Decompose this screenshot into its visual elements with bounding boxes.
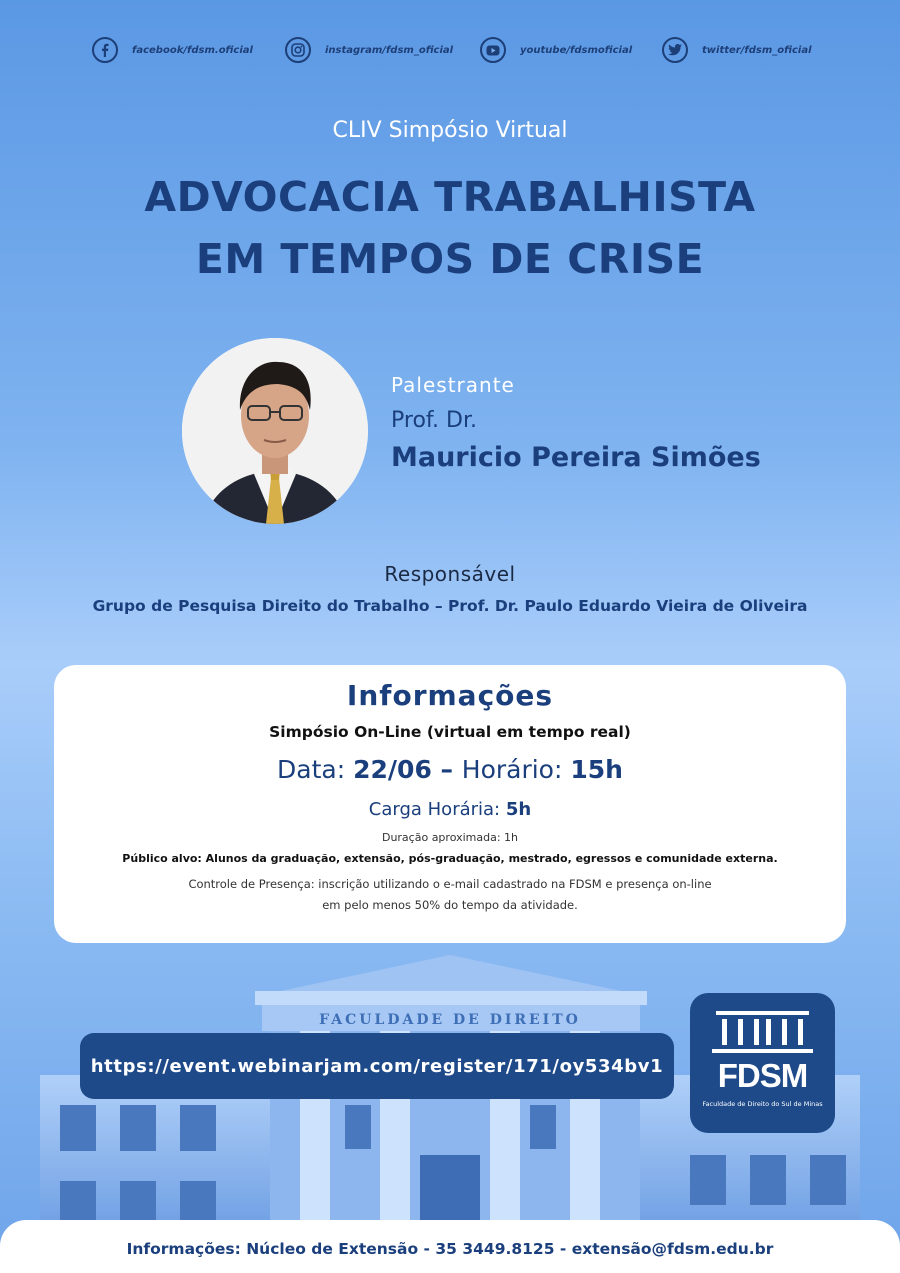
info-duration: Duração aproximada: 1h bbox=[381, 831, 519, 844]
registration-url[interactable]: https://event.webinarjam.com/register/171/oy534bv1 bbox=[90, 1055, 664, 1077]
social-instagram[interactable] bbox=[285, 34, 453, 66]
responsible-label: Responsável bbox=[384, 562, 516, 586]
time-label: Horário: bbox=[461, 755, 563, 784]
logo-name: FDSM bbox=[717, 1057, 808, 1094]
fdsm-logo bbox=[690, 993, 835, 1133]
facade-inscription: FACULDADE DE DIREITO bbox=[319, 1012, 581, 1028]
date-label: Data: bbox=[277, 755, 346, 784]
load-label: Carga Horária: bbox=[368, 799, 501, 820]
social-twitter[interactable] bbox=[662, 34, 812, 66]
load-value: 5h bbox=[505, 799, 532, 820]
event-title-line1: ADVOCACIA TRABALHISTA bbox=[144, 173, 756, 221]
speaker-name: Mauricio Pereira Simões bbox=[391, 442, 761, 473]
presence-line1: Controle de Presença: inscrição utilizando o e-mail cadastrado na FDSM e presença on-line bbox=[188, 877, 712, 891]
logo-subtitle: Faculdade de Direito do Sul de Minas bbox=[702, 1100, 823, 1108]
presence-line2: em pelo menos 50% do tempo da atividade. bbox=[322, 898, 578, 912]
date-separator: – bbox=[431, 755, 462, 784]
info-date-line bbox=[54, 755, 846, 784]
building-icon bbox=[712, 1011, 813, 1055]
facebook-icon bbox=[92, 37, 118, 63]
footer bbox=[0, 1220, 900, 1273]
event-subtitle: CLIV Simpósio Virtual bbox=[332, 118, 568, 143]
social-youtube[interactable] bbox=[480, 34, 632, 66]
social-bar bbox=[92, 34, 832, 66]
responsible-value: Grupo de Pesquisa Direito do Trabalho – Prof. Dr. Paulo Eduardo Vieira de Oliveira bbox=[92, 597, 808, 615]
social-label: instagram/fdsm_oficial bbox=[325, 44, 454, 56]
instagram-icon bbox=[285, 37, 311, 63]
info-load-line bbox=[54, 799, 846, 820]
registration-link[interactable] bbox=[80, 1033, 674, 1099]
speaker-role: Palestrante bbox=[391, 373, 515, 397]
info-mode: Simpósio On-Line (virtual em tempo real) bbox=[269, 723, 631, 741]
social-label: twitter/fdsm_oficial bbox=[702, 44, 812, 56]
social-label: facebook/fdsm.oficial bbox=[132, 44, 253, 56]
speaker-title: Prof. Dr. bbox=[391, 408, 477, 433]
footer-contact: Informações: Núcleo de Extensão - 35 3449.8125 - extensão@fdsm.edu.br bbox=[126, 1240, 774, 1258]
speaker-photo bbox=[182, 338, 368, 524]
info-presence bbox=[54, 874, 846, 916]
info-heading: Informações bbox=[346, 679, 554, 712]
social-label: youtube/fdsmoficial bbox=[520, 44, 633, 56]
social-facebook[interactable] bbox=[92, 34, 253, 66]
time-value: 15h bbox=[570, 755, 623, 784]
event-title bbox=[0, 166, 900, 290]
youtube-icon bbox=[480, 37, 506, 63]
date-value: 22/06 bbox=[353, 755, 432, 784]
info-card bbox=[54, 665, 846, 943]
twitter-icon bbox=[662, 37, 688, 63]
event-title-line2: EM TEMPOS DE CRISE bbox=[195, 235, 705, 283]
info-audience: Público alvo: Alunos da graduação, extensão, pós-graduação, mestrado, egressos e comunidade externa. bbox=[122, 852, 778, 865]
